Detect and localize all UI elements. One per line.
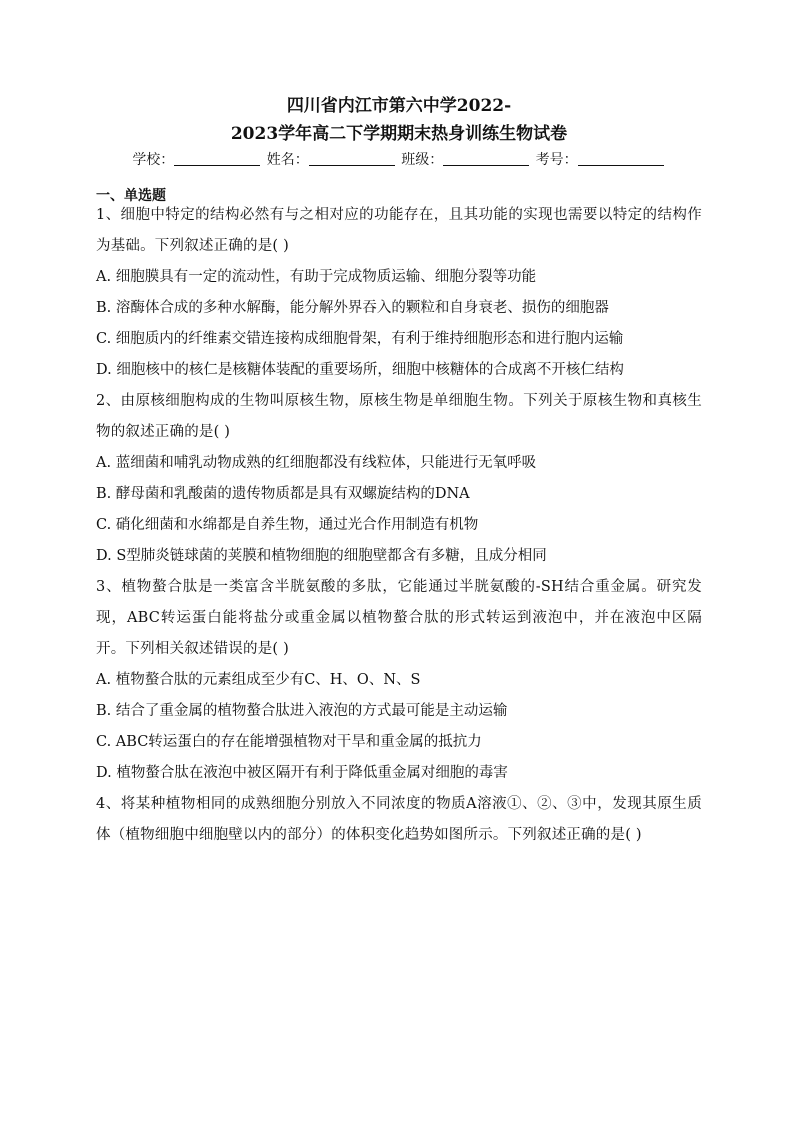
question-3: [96, 572, 702, 789]
exam-page: [96, 92, 702, 851]
school-blank[interactable]: [174, 151, 260, 166]
name-blank[interactable]: [309, 151, 395, 166]
school-label: 学校：: [132, 152, 175, 168]
option-b: B. 酵母菌和乳酸菌的遗传物质都是具有双螺旋结构的DNA: [96, 486, 470, 502]
question-stem: 3、植物螯合肽是一类富含半胱氨酸的多肽，它能通过半胱氨酸的-SH结合重金属。研究发现，ABC转运蛋白能将盐分或重金属以植物螯合肽的形式转运到液泡中，并在液泡中区隔开。下列相关叙述错误的是( ): [96, 579, 702, 657]
question-stem: 4、将某种植物相同的成熟细胞分别放入不同浓度的物质A溶液①、②、③中，发现其原生质体（植物细胞中细胞壁以内的部分）的体积变化趋势如图所示。下列叙述正确的是( ): [96, 796, 702, 843]
exam-title-line1: 四川省内江市第六中学2022-: [286, 96, 512, 116]
question-1: [96, 200, 702, 386]
exam-number-blank[interactable]: [578, 151, 664, 166]
option-b: B. 溶酶体合成的多种水解酶，能分解外界吞入的颗粒和自身衰老、损伤的细胞器: [96, 300, 609, 316]
exam-title-line2: 2023学年高二下学期期末热身训练生物试卷: [230, 124, 568, 144]
exam-number-label: 考号：: [535, 152, 578, 168]
question-4: [96, 789, 702, 851]
question-stem: 1、细胞中特定的结构必然有与之相对应的功能存在，且其功能的实现也需要以特定的结构作为基础。下列叙述正确的是( ): [96, 207, 702, 254]
option-a: A. 蓝细菌和哺乳动物成熟的红细胞都没有线粒体，只能进行无氧呼吸: [96, 455, 537, 471]
question-2: [96, 386, 702, 572]
option-d: D. S型肺炎链球菌的荚膜和植物细胞的细胞壁都含有多糖，且成分相同: [96, 548, 547, 564]
option-b: B. 结合了重金属的植物螯合肽进入液泡的方式最可能是主动运输: [96, 703, 508, 719]
option-c: C. 硝化细菌和水绵都是自养生物，通过光合作用制造有机物: [96, 517, 479, 533]
option-d: D. 细胞核中的核仁是核糖体装配的重要场所，细胞中核糖体的合成离不开核仁结构: [96, 362, 624, 378]
question-stem: 2、由原核细胞构成的生物叫原核生物，原核生物是单细胞生物。下列关于原核生物和真核生物的叙述正确的是( ): [96, 393, 702, 440]
class-label: 班级：: [401, 152, 444, 168]
student-info-line: [96, 148, 702, 172]
option-c: C. 细胞质内的纤维素交错连接构成细胞骨架，有利于维持细胞形态和进行胞内运输: [96, 331, 624, 347]
option-a: A. 植物螯合肽的元素组成至少有C、H、O、N、S: [96, 672, 421, 688]
name-label: 姓名：: [266, 152, 309, 168]
section-heading: 一、单选题: [96, 188, 166, 204]
option-d: D. 植物螯合肽在液泡中被区隔开有利于降低重金属对细胞的毒害: [96, 765, 508, 781]
option-a: A. 细胞膜具有一定的流动性，有助于完成物质运输、细胞分裂等功能: [96, 269, 537, 285]
option-c: C. ABC转运蛋白的存在能增强植物对干旱和重金属的抵抗力: [96, 734, 482, 750]
class-blank[interactable]: [443, 151, 529, 166]
